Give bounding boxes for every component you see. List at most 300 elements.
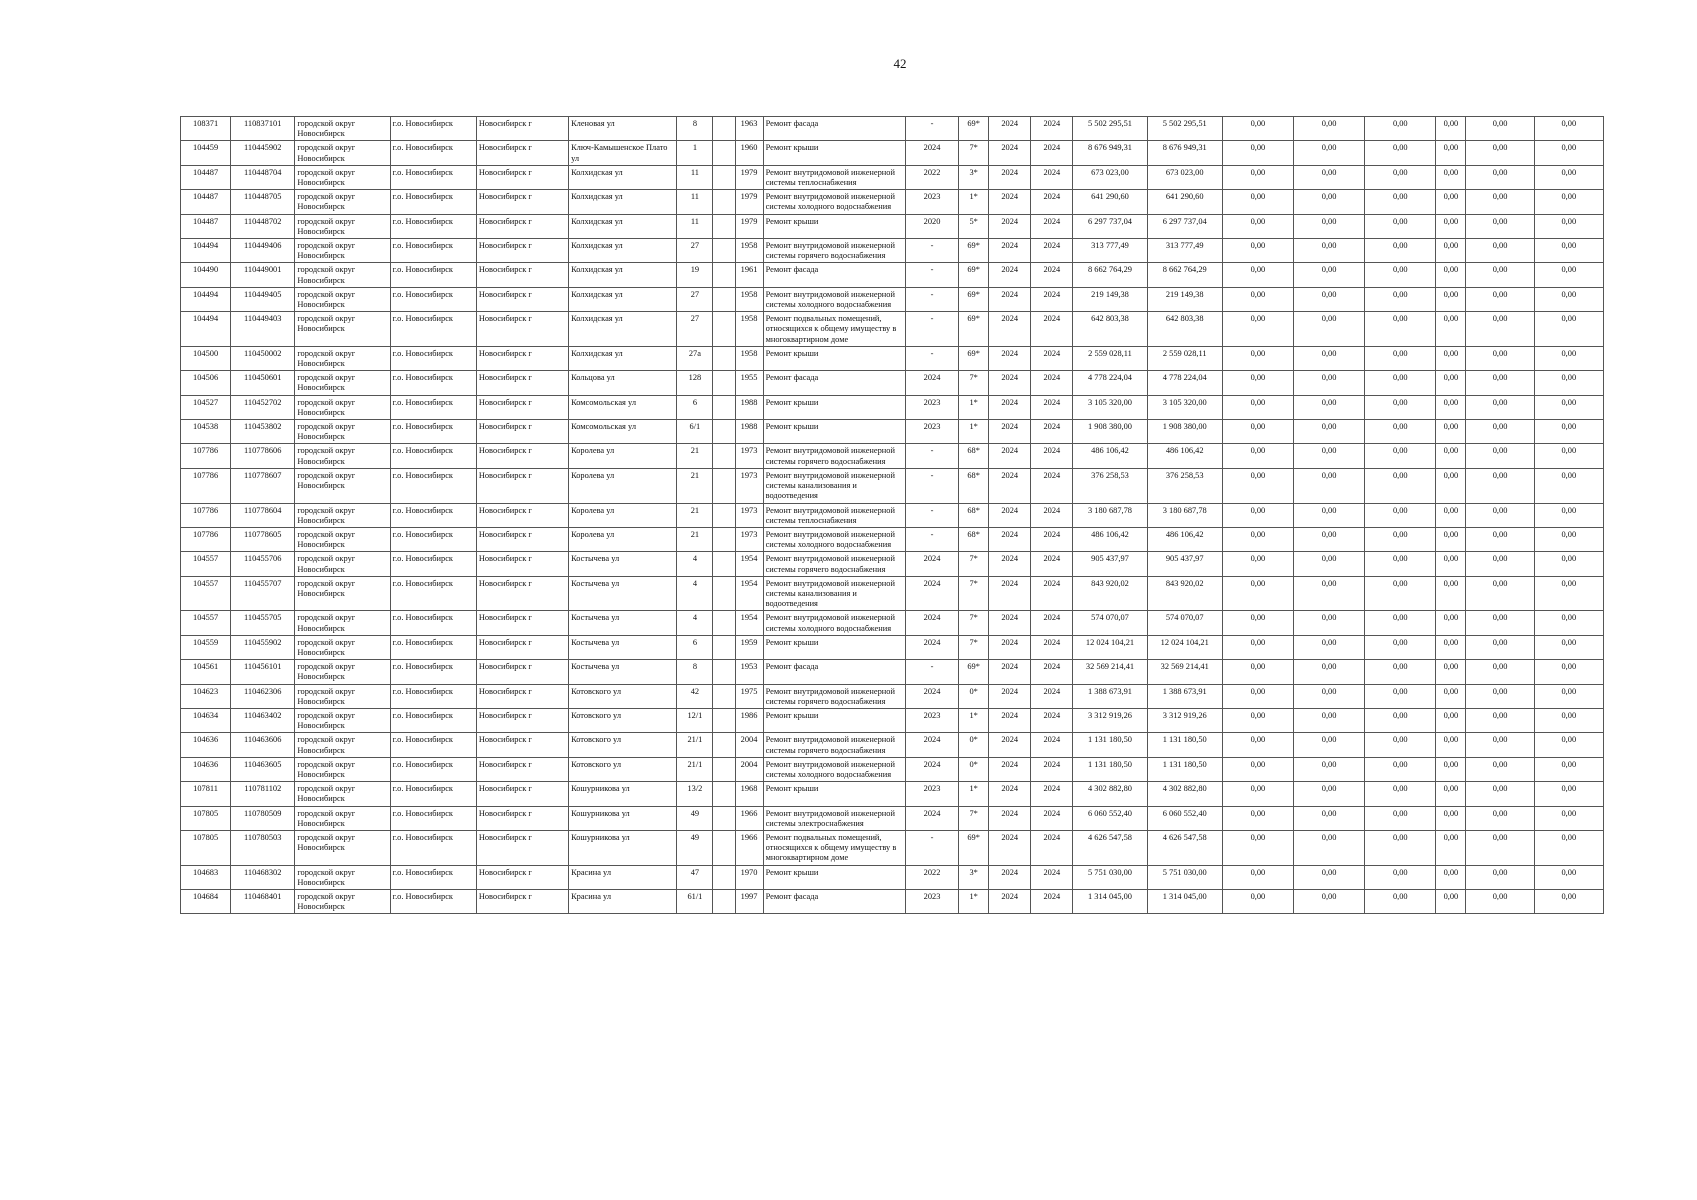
table-cell: Колхидская ул [569,312,677,347]
table-row [181,190,1604,214]
table-cell: 0,00 [1365,141,1436,165]
table-cell: 0,00 [1436,346,1466,370]
table-cell: 1 908 380,00 [1147,420,1222,444]
table-cell: 8 676 949,31 [1073,141,1147,165]
table-cell: Ремонт фасада [763,263,905,287]
table-cell: 0,00 [1294,239,1365,263]
table-cell: 3 105 320,00 [1073,395,1147,419]
table-cell: 1 131 180,50 [1073,757,1147,781]
table-cell: 107805 [181,830,231,865]
table-cell [713,190,735,214]
table-cell: городской округ Новосибирск [295,552,390,576]
table-cell: Ремонт крыши [763,782,905,806]
table-cell: 2024 [1031,371,1073,395]
table-cell: 104559 [181,635,231,659]
table-cell: 8 [677,660,713,684]
table-cell: 7* [959,576,989,611]
table-cell: городской округ Новосибирск [295,865,390,889]
table-cell: 104500 [181,346,231,370]
table-cell: Ремонт фасада [763,117,905,141]
table-cell: 6 [677,635,713,659]
table-cell: 2024 [905,684,958,708]
table-cell: 2024 [905,611,958,635]
table-cell: 2024 [989,757,1031,781]
table-cell: 0,00 [1294,708,1365,732]
table-cell: 0,00 [1534,165,1603,189]
table-cell [713,660,735,684]
table-cell [713,635,735,659]
table-cell: 2024 [989,420,1031,444]
table-cell: 107786 [181,468,231,503]
table-cell: 3 105 320,00 [1147,395,1222,419]
table-cell: 1955 [735,371,763,395]
table-cell: 69* [959,263,989,287]
table-cell: г.о. Новосибирск [390,312,476,347]
table-cell: 0,00 [1466,733,1534,757]
table-cell: 1979 [735,190,763,214]
table-cell: 1979 [735,165,763,189]
table-cell: 313 777,49 [1147,239,1222,263]
table-cell: 69* [959,287,989,311]
table-cell: - [905,527,958,551]
table-cell: Новосибирск г [476,527,568,551]
table-cell: 7* [959,635,989,659]
table-cell [713,708,735,732]
table-cell: г.о. Новосибирск [390,263,476,287]
table-cell: 0,00 [1222,503,1293,527]
table-cell: 0,00 [1534,263,1603,287]
table-cell: 0,00 [1436,635,1466,659]
table-cell: 21/1 [677,733,713,757]
table-cell: 110778606 [231,444,295,468]
table-cell: 1973 [735,468,763,503]
table-cell: Колхидская ул [569,263,677,287]
table-cell: 1975 [735,684,763,708]
table-cell: г.о. Новосибирск [390,684,476,708]
table-row [181,611,1604,635]
table-cell: 2024 [989,190,1031,214]
table-cell [713,287,735,311]
table-cell [713,395,735,419]
table-cell: 2024 [1031,503,1073,527]
table-cell: г.о. Новосибирск [390,190,476,214]
table-cell: Новосибирск г [476,865,568,889]
table-row [181,287,1604,311]
table-cell: 0,00 [1365,660,1436,684]
table-cell: 1973 [735,527,763,551]
table-cell: 0,00 [1466,782,1534,806]
table-cell: Ремонт внутридомовой инженерной системы канализования и водоотведения [763,468,905,503]
table-cell [713,611,735,635]
table-cell: городской округ Новосибирск [295,527,390,551]
table-cell: 0,00 [1294,503,1365,527]
table-cell: 2024 [989,239,1031,263]
table-cell: Ремонт внутридомовой инженерной системы горячего водоснабжения [763,733,905,757]
table-cell [713,165,735,189]
table-cell: г.о. Новосибирск [390,660,476,684]
table-cell: 0,00 [1534,611,1603,635]
table-cell: 110462306 [231,684,295,708]
table-cell: 3 312 919,26 [1073,708,1147,732]
table-cell: 104527 [181,395,231,419]
table-cell: Новосибирск г [476,312,568,347]
table-cell: 0,00 [1222,420,1293,444]
table-cell: Новосибирск г [476,635,568,659]
table-cell: 1954 [735,552,763,576]
table-cell: 0,00 [1436,395,1466,419]
table-cell: 2024 [1031,733,1073,757]
table-cell: 0,00 [1436,287,1466,311]
table-row [181,865,1604,889]
table-cell: 107805 [181,806,231,830]
table-cell: 2024 [989,890,1031,914]
table-cell: 110448704 [231,165,295,189]
table-cell: 0,00 [1436,165,1466,189]
table-cell: Новосибирск г [476,552,568,576]
table-cell: 11 [677,214,713,238]
table-cell: 1* [959,782,989,806]
table-cell: 2024 [989,865,1031,889]
table-cell: городской округ Новосибирск [295,611,390,635]
table-cell: 0,00 [1534,865,1603,889]
table-cell: 4 [677,576,713,611]
table-cell: 0,00 [1466,830,1534,865]
table-cell: 2023 [905,420,958,444]
table-cell [713,312,735,347]
table-cell: 2024 [989,141,1031,165]
table-cell: 110837101 [231,117,295,141]
table-row [181,503,1604,527]
table-row [181,782,1604,806]
table-cell: 104459 [181,141,231,165]
table-cell: 0,00 [1466,552,1534,576]
table-cell: 0,00 [1466,468,1534,503]
table-cell: 107786 [181,444,231,468]
table-cell [713,527,735,551]
table-cell: 7* [959,806,989,830]
table-cell: городской округ Новосибирск [295,806,390,830]
table-cell: 2024 [1031,890,1073,914]
table-cell: 2024 [905,371,958,395]
table-cell: 0,00 [1466,890,1534,914]
table-cell: 0,00 [1222,395,1293,419]
table-cell: 0,00 [1222,141,1293,165]
table-cell: 0,00 [1365,117,1436,141]
table-cell: 49 [677,830,713,865]
table-cell: 110455706 [231,552,295,576]
table-cell: Ремонт крыши [763,420,905,444]
table-cell: 0,00 [1534,444,1603,468]
table-cell: 110456101 [231,660,295,684]
table-cell: 0,00 [1436,782,1466,806]
table-cell: 2024 [989,527,1031,551]
table-cell: Новосибирск г [476,684,568,708]
table-cell: 4 778 224,04 [1147,371,1222,395]
table-cell: 4 [677,611,713,635]
table-cell: 0,00 [1534,708,1603,732]
table-cell: Комсомольская ул [569,395,677,419]
table-cell: 21 [677,527,713,551]
table-cell: 12 024 104,21 [1147,635,1222,659]
table-cell: 0,00 [1365,395,1436,419]
table-cell: 0,00 [1466,503,1534,527]
table-cell: 0,00 [1222,865,1293,889]
table-cell: 104623 [181,684,231,708]
table-cell [713,468,735,503]
table-cell: 0,00 [1365,503,1436,527]
table-cell: 110778605 [231,527,295,551]
table-cell: - [905,239,958,263]
table-cell: 110449405 [231,287,295,311]
table-cell: Ключ-Камышенское Плато ул [569,141,677,165]
table-cell: Ремонт крыши [763,346,905,370]
table-cell: 2 559 028,11 [1073,346,1147,370]
table-cell: Ремонт фасада [763,890,905,914]
table-cell: 12 024 104,21 [1073,635,1147,659]
table-cell: г.о. Новосибирск [390,239,476,263]
table-cell: 21 [677,503,713,527]
table-cell: 27 [677,239,713,263]
table-cell: 1979 [735,214,763,238]
table-cell: 0,00 [1534,420,1603,444]
table-cell: Ремонт внутридомовой инженерной системы горячего водоснабжения [763,552,905,576]
table-cell: Ремонт внутридомовой инженерной системы холодного водоснабжения [763,527,905,551]
table-cell: 104636 [181,757,231,781]
table-cell: Королева ул [569,527,677,551]
table-row [181,346,1604,370]
table-cell: 2024 [1031,141,1073,165]
table-cell: 0,00 [1222,890,1293,914]
table-cell: 1* [959,420,989,444]
table-cell: 110781102 [231,782,295,806]
table-cell: Котовского ул [569,708,677,732]
table-cell: 104494 [181,312,231,347]
table-cell: 0,00 [1436,708,1466,732]
table-cell: 7* [959,371,989,395]
table-cell: 0,00 [1294,395,1365,419]
table-cell: 219 149,38 [1147,287,1222,311]
table-cell: г.о. Новосибирск [390,165,476,189]
table-cell: 0,00 [1365,865,1436,889]
table-cell: 0,00 [1222,635,1293,659]
table-cell: Колхидская ул [569,214,677,238]
table-cell: 110455705 [231,611,295,635]
table-cell: 0,00 [1294,733,1365,757]
table-cell: 0,00 [1365,287,1436,311]
table-cell: 0,00 [1534,782,1603,806]
table-cell: 0,00 [1222,312,1293,347]
table-cell: 110778604 [231,503,295,527]
table-cell: г.о. Новосибирск [390,420,476,444]
table-cell: г.о. Новосибирск [390,782,476,806]
table-cell: Котовского ул [569,757,677,781]
table-cell: 0,00 [1534,190,1603,214]
table-cell [713,830,735,865]
table-cell: городской округ Новосибирск [295,782,390,806]
table-cell: 27 [677,312,713,347]
table-cell: 1* [959,395,989,419]
table-cell: 0,00 [1466,346,1534,370]
table-cell: 1 388 673,91 [1073,684,1147,708]
table-cell [713,503,735,527]
table-cell [713,806,735,830]
table-cell: г.о. Новосибирск [390,708,476,732]
table-cell: г.о. Новосибирск [390,141,476,165]
table-cell: Комсомольская ул [569,420,677,444]
table-row [181,830,1604,865]
table-cell: Кольцова ул [569,371,677,395]
table-cell: 0,00 [1365,708,1436,732]
table-cell: 0,00 [1365,527,1436,551]
table-cell: Ремонт крыши [763,141,905,165]
table-cell: 2024 [905,635,958,659]
table-cell: Ремонт внутридомовой инженерной системы горячего водоснабжения [763,684,905,708]
table-cell: - [905,660,958,684]
table-cell: 1954 [735,611,763,635]
table-cell: городской округ Новосибирск [295,214,390,238]
table-cell: 486 106,42 [1147,444,1222,468]
table-cell: 0,00 [1294,141,1365,165]
table-cell: 0,00 [1466,611,1534,635]
table-cell: 104494 [181,287,231,311]
table-cell: 0,00 [1294,635,1365,659]
table-cell: 2024 [1031,684,1073,708]
table-row [181,263,1604,287]
table-cell: 574 070,07 [1147,611,1222,635]
table-cell: 2024 [1031,635,1073,659]
table-cell: г.о. Новосибирск [390,611,476,635]
table-cell: Костычева ул [569,660,677,684]
table-cell: 376 258,53 [1147,468,1222,503]
table-cell: 0,00 [1436,890,1466,914]
table-cell: городской округ Новосибирск [295,444,390,468]
table-cell: 486 106,42 [1073,527,1147,551]
table-cell: г.о. Новосибирск [390,552,476,576]
table-cell: 110449403 [231,312,295,347]
table-cell: 0,00 [1365,757,1436,781]
table-cell: 107811 [181,782,231,806]
table-cell: 0,00 [1534,830,1603,865]
table-cell: 21 [677,444,713,468]
table-cell: 7* [959,552,989,576]
table-cell: 0,00 [1436,214,1466,238]
table-cell: 21/1 [677,757,713,781]
table-cell: 0,00 [1534,806,1603,830]
table-cell: 110448702 [231,214,295,238]
table-cell: - [905,312,958,347]
table-cell: 905 437,97 [1147,552,1222,576]
table-cell: 0,00 [1436,830,1466,865]
table-cell: 0,00 [1222,214,1293,238]
table-cell: 0,00 [1294,371,1365,395]
table-cell: Новосибирск г [476,346,568,370]
table-cell: 0,00 [1436,239,1466,263]
table-cell: 219 149,38 [1073,287,1147,311]
table-cell: 641 290,60 [1147,190,1222,214]
table-cell: г.о. Новосибирск [390,806,476,830]
table-cell: г.о. Новосибирск [390,576,476,611]
table-cell: 0,00 [1466,806,1534,830]
table-cell: городской округ Новосибирск [295,190,390,214]
table-cell: Ремонт крыши [763,865,905,889]
table-cell: 68* [959,527,989,551]
table-cell: 0,00 [1365,239,1436,263]
table-cell: 0,00 [1436,312,1466,347]
table-cell: г.о. Новосибирск [390,371,476,395]
table-cell: 0,00 [1294,468,1365,503]
table-cell: 0,00 [1365,806,1436,830]
table-cell: г.о. Новосибирск [390,757,476,781]
table-cell: 1997 [735,890,763,914]
table-cell: 0,00 [1436,527,1466,551]
table-cell: 1954 [735,576,763,611]
table-cell: - [905,346,958,370]
table-cell: Новосибирск г [476,468,568,503]
table-cell: Королева ул [569,444,677,468]
table-cell: 0,00 [1466,865,1534,889]
table-cell: 0,00 [1534,287,1603,311]
table-cell: Новосибирск г [476,239,568,263]
table-cell: 104557 [181,611,231,635]
table-cell: 110450601 [231,371,295,395]
table-cell: 2024 [989,660,1031,684]
table-cell: 0,00 [1436,420,1466,444]
table-cell: 2024 [1031,830,1073,865]
table-cell: Красина ул [569,890,677,914]
table-cell: Костычева ул [569,552,677,576]
table-cell: 0,00 [1436,660,1466,684]
table-cell: 0,00 [1222,239,1293,263]
table-cell: г.о. Новосибирск [390,468,476,503]
table-cell: 0,00 [1222,552,1293,576]
table-cell: 486 106,42 [1073,444,1147,468]
table-cell: 110450002 [231,346,295,370]
table-cell: 2024 [989,576,1031,611]
table-cell: 0,00 [1534,141,1603,165]
table-cell: 27а [677,346,713,370]
table-cell: 0,00 [1365,263,1436,287]
table-cell: - [905,263,958,287]
table-cell: 8 662 764,29 [1147,263,1222,287]
table-cell: 2024 [989,468,1031,503]
table-cell: 0,00 [1365,684,1436,708]
table-cell: 13/2 [677,782,713,806]
table-cell: 0,00 [1466,190,1534,214]
table-cell: 0,00 [1466,117,1534,141]
table-cell: городской округ Новосибирск [295,371,390,395]
table-cell: Новосибирск г [476,503,568,527]
table-cell: 1970 [735,865,763,889]
table-cell: 0,00 [1365,371,1436,395]
table-cell: городской округ Новосибирск [295,395,390,419]
table-cell: 104636 [181,733,231,757]
table-cell: Новосибирск г [476,444,568,468]
table-cell: 104557 [181,576,231,611]
table-cell: 0,00 [1222,263,1293,287]
table-cell: 0,00 [1222,708,1293,732]
table-cell: Костычева ул [569,576,677,611]
table-cell: Ремонт внутридомовой инженерной системы электроснабжения [763,806,905,830]
table-cell: Новосибирск г [476,757,568,781]
table-cell: 1958 [735,312,763,347]
table-cell: городской округ Новосибирск [295,757,390,781]
repair-program-table [180,116,1604,914]
table-cell: г.о. Новосибирск [390,890,476,914]
table-cell: 1 131 180,50 [1073,733,1147,757]
table-cell: 0,00 [1534,117,1603,141]
table-cell: 376 258,53 [1073,468,1147,503]
table-cell: 0,00 [1222,346,1293,370]
